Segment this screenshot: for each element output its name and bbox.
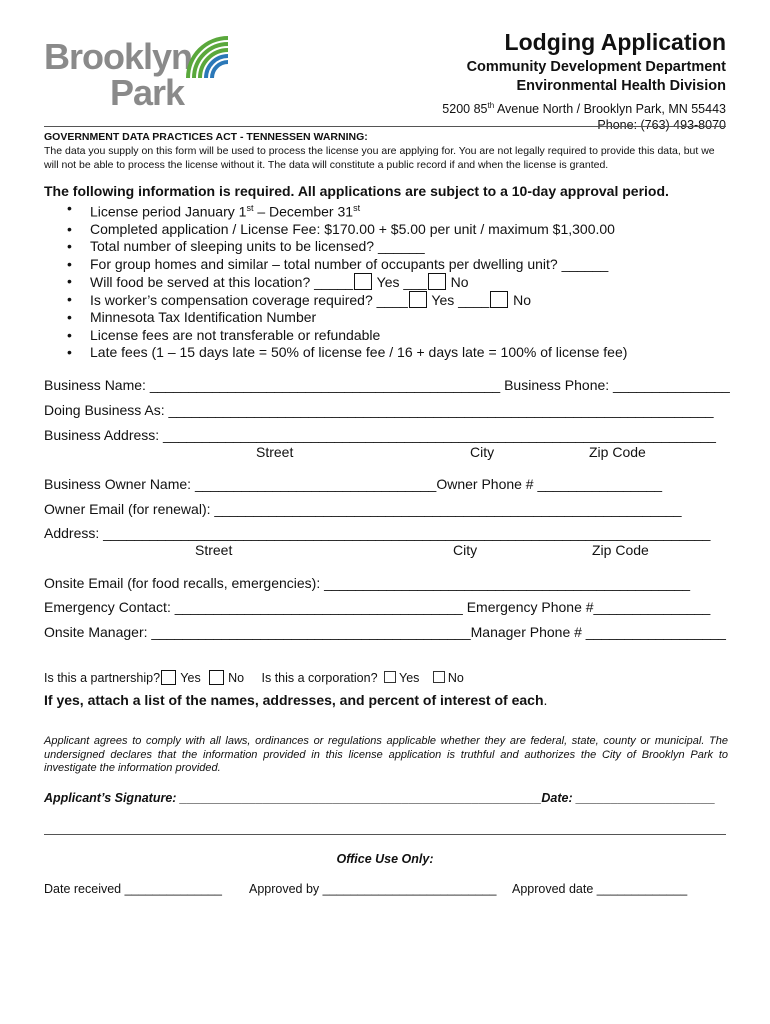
owner-address-field[interactable]: Address: ______________________________________________________________________________ bbox=[44, 525, 711, 541]
partnership-question: Is this a partnership? bbox=[44, 671, 161, 685]
onsite-email-field[interactable]: Onsite Email (for food recalls, emergencies): _______________________________________________ bbox=[44, 575, 691, 591]
date-received-field[interactable]: Date received ______________ bbox=[44, 882, 222, 896]
department-name: Community Development Department bbox=[466, 59, 726, 75]
item-text: – December 31 bbox=[253, 203, 354, 220]
yes-label: Yes bbox=[180, 671, 201, 685]
attach-text: If yes, attach a list of the names, addresses, and percent of interest of each bbox=[44, 692, 544, 708]
requirements-list bbox=[44, 200, 740, 361]
logo-line2: Park bbox=[110, 72, 185, 113]
zip-label: Zip Code bbox=[589, 444, 646, 460]
data-practices-warning bbox=[44, 130, 728, 172]
business-address-field[interactable]: Business Address: _______________________________________________________________________ bbox=[44, 427, 716, 443]
header-divider bbox=[44, 126, 726, 127]
list-item: • Total number of sleeping units to be licensed? ______ bbox=[90, 238, 740, 255]
approved-by-field[interactable]: Approved by _________________________ bbox=[249, 882, 497, 896]
emergency-contact-field[interactable]: Emergency Contact: _____________________________________ Emergency Phone #_______________ bbox=[44, 599, 711, 615]
dba-field[interactable]: Doing Business As: ______________________________________________________________________ bbox=[44, 402, 714, 418]
item-sup: st bbox=[353, 203, 361, 213]
corporation-question: Is this a corporation? bbox=[261, 671, 378, 685]
list-item: • Minnesota Tax Identification Number bbox=[90, 309, 740, 326]
owner-email-field[interactable]: Owner Email (for renewal): ____________________________________________________________ bbox=[44, 501, 682, 517]
partnership-yes-checkbox[interactable] bbox=[161, 670, 176, 685]
office-divider bbox=[44, 834, 726, 835]
no-label: No bbox=[447, 671, 464, 685]
workers-comp-yes-checkbox[interactable] bbox=[409, 291, 427, 308]
owner-name-field[interactable]: Business Owner Name: _______________________________Owner Phone # ________________ bbox=[44, 476, 663, 492]
city-label: City bbox=[470, 444, 495, 460]
signature-line[interactable]: Applicant’s Signature: ____________________________________________________Date: ____________________ bbox=[44, 791, 716, 805]
item-text: Yes ____ bbox=[427, 292, 490, 309]
address-rest: Avenue North / Brooklyn Park, MN 55443 bbox=[494, 102, 726, 117]
logo-arcs-icon bbox=[184, 34, 236, 80]
onsite-manager-field[interactable]: Onsite Manager: _________________________________________Manager Phone # __________________ bbox=[44, 624, 726, 640]
item-text: Yes ___ bbox=[373, 273, 427, 290]
city-label: City bbox=[453, 542, 478, 558]
applicant-agreement: Applicant agrees to comply with all laws, ordinances or regulations applicable whether they are federal, state, county or municipal. The undersigned declares that the information provided in this license application is truthful and authorizes the City of Brooklyn Park to investigate the information provided. bbox=[44, 735, 728, 774]
required-heading: The following information is required. All applications are subject to a 10-day approval period. bbox=[44, 183, 669, 199]
item-text: License period January 1 bbox=[90, 203, 247, 220]
item-text: No bbox=[509, 292, 532, 309]
food-yes-checkbox[interactable] bbox=[354, 273, 372, 290]
partnership-row bbox=[44, 670, 464, 685]
item-text: Is worker’s compensation coverage required? ____ bbox=[90, 292, 408, 309]
corporation-yes-checkbox[interactable] bbox=[384, 671, 396, 683]
list-item: • For group homes and similar – total number of occupants per dwelling unit? ______ bbox=[90, 256, 740, 273]
business-name-field[interactable]: Business Name: _____________________________________________ Business Phone: _______________ bbox=[44, 377, 730, 393]
approved-date-field[interactable]: Approved date _____________ bbox=[512, 882, 688, 896]
warning-text: The data you supply on this form will be used to process the license you are applying for. You are not legally required to provide this data, but we will not be able to process the license without it. The data will constitute a public record if and when the license is granted. bbox=[44, 145, 715, 171]
workers-comp-no-checkbox[interactable] bbox=[490, 291, 508, 308]
office-use-title: Office Use Only: bbox=[336, 852, 434, 866]
list-item: • License fees are not transferable or refundable bbox=[90, 327, 740, 344]
attach-period: . bbox=[543, 692, 548, 708]
list-item bbox=[90, 291, 740, 309]
list-item: • Completed application / License Fee: $170.00 + $5.00 per unit / maximum $1,300.00 bbox=[90, 221, 740, 238]
warning-title: GOVERNMENT DATA PRACTICES ACT - TENNESSEN WARNING: bbox=[44, 131, 368, 143]
food-no-checkbox[interactable] bbox=[428, 273, 446, 290]
address-number: 5200 85 bbox=[442, 102, 488, 117]
header-block bbox=[442, 28, 726, 133]
item-text: No bbox=[446, 273, 469, 290]
list-item bbox=[90, 273, 740, 291]
attach-instructions bbox=[44, 692, 547, 708]
division-name: Environmental Health Division bbox=[516, 78, 726, 94]
no-label: No bbox=[228, 671, 245, 685]
page-title: Lodging Application bbox=[504, 29, 726, 55]
logo-line1: Brooklyn bbox=[44, 36, 193, 77]
zip-label: Zip Code bbox=[592, 542, 649, 558]
address-suffix: th bbox=[487, 101, 495, 110]
phone-number: Phone: (763) 493-8070 bbox=[597, 118, 726, 133]
item-sup: st bbox=[246, 203, 254, 213]
brooklyn-park-logo bbox=[44, 34, 244, 114]
corporation-no-checkbox[interactable] bbox=[433, 671, 445, 683]
street-address bbox=[442, 98, 726, 117]
list-item bbox=[90, 200, 740, 221]
yes-label: Yes bbox=[399, 671, 420, 685]
street-label: Street bbox=[256, 444, 294, 460]
item-text: Will food be served at this location? _____ bbox=[90, 273, 354, 290]
street-label: Street bbox=[195, 542, 233, 558]
list-item: • Late fees (1 – 15 days late = 50% of license fee / 16 + days late = 100% of license fee) bbox=[90, 344, 740, 361]
partnership-no-checkbox[interactable] bbox=[209, 670, 224, 685]
